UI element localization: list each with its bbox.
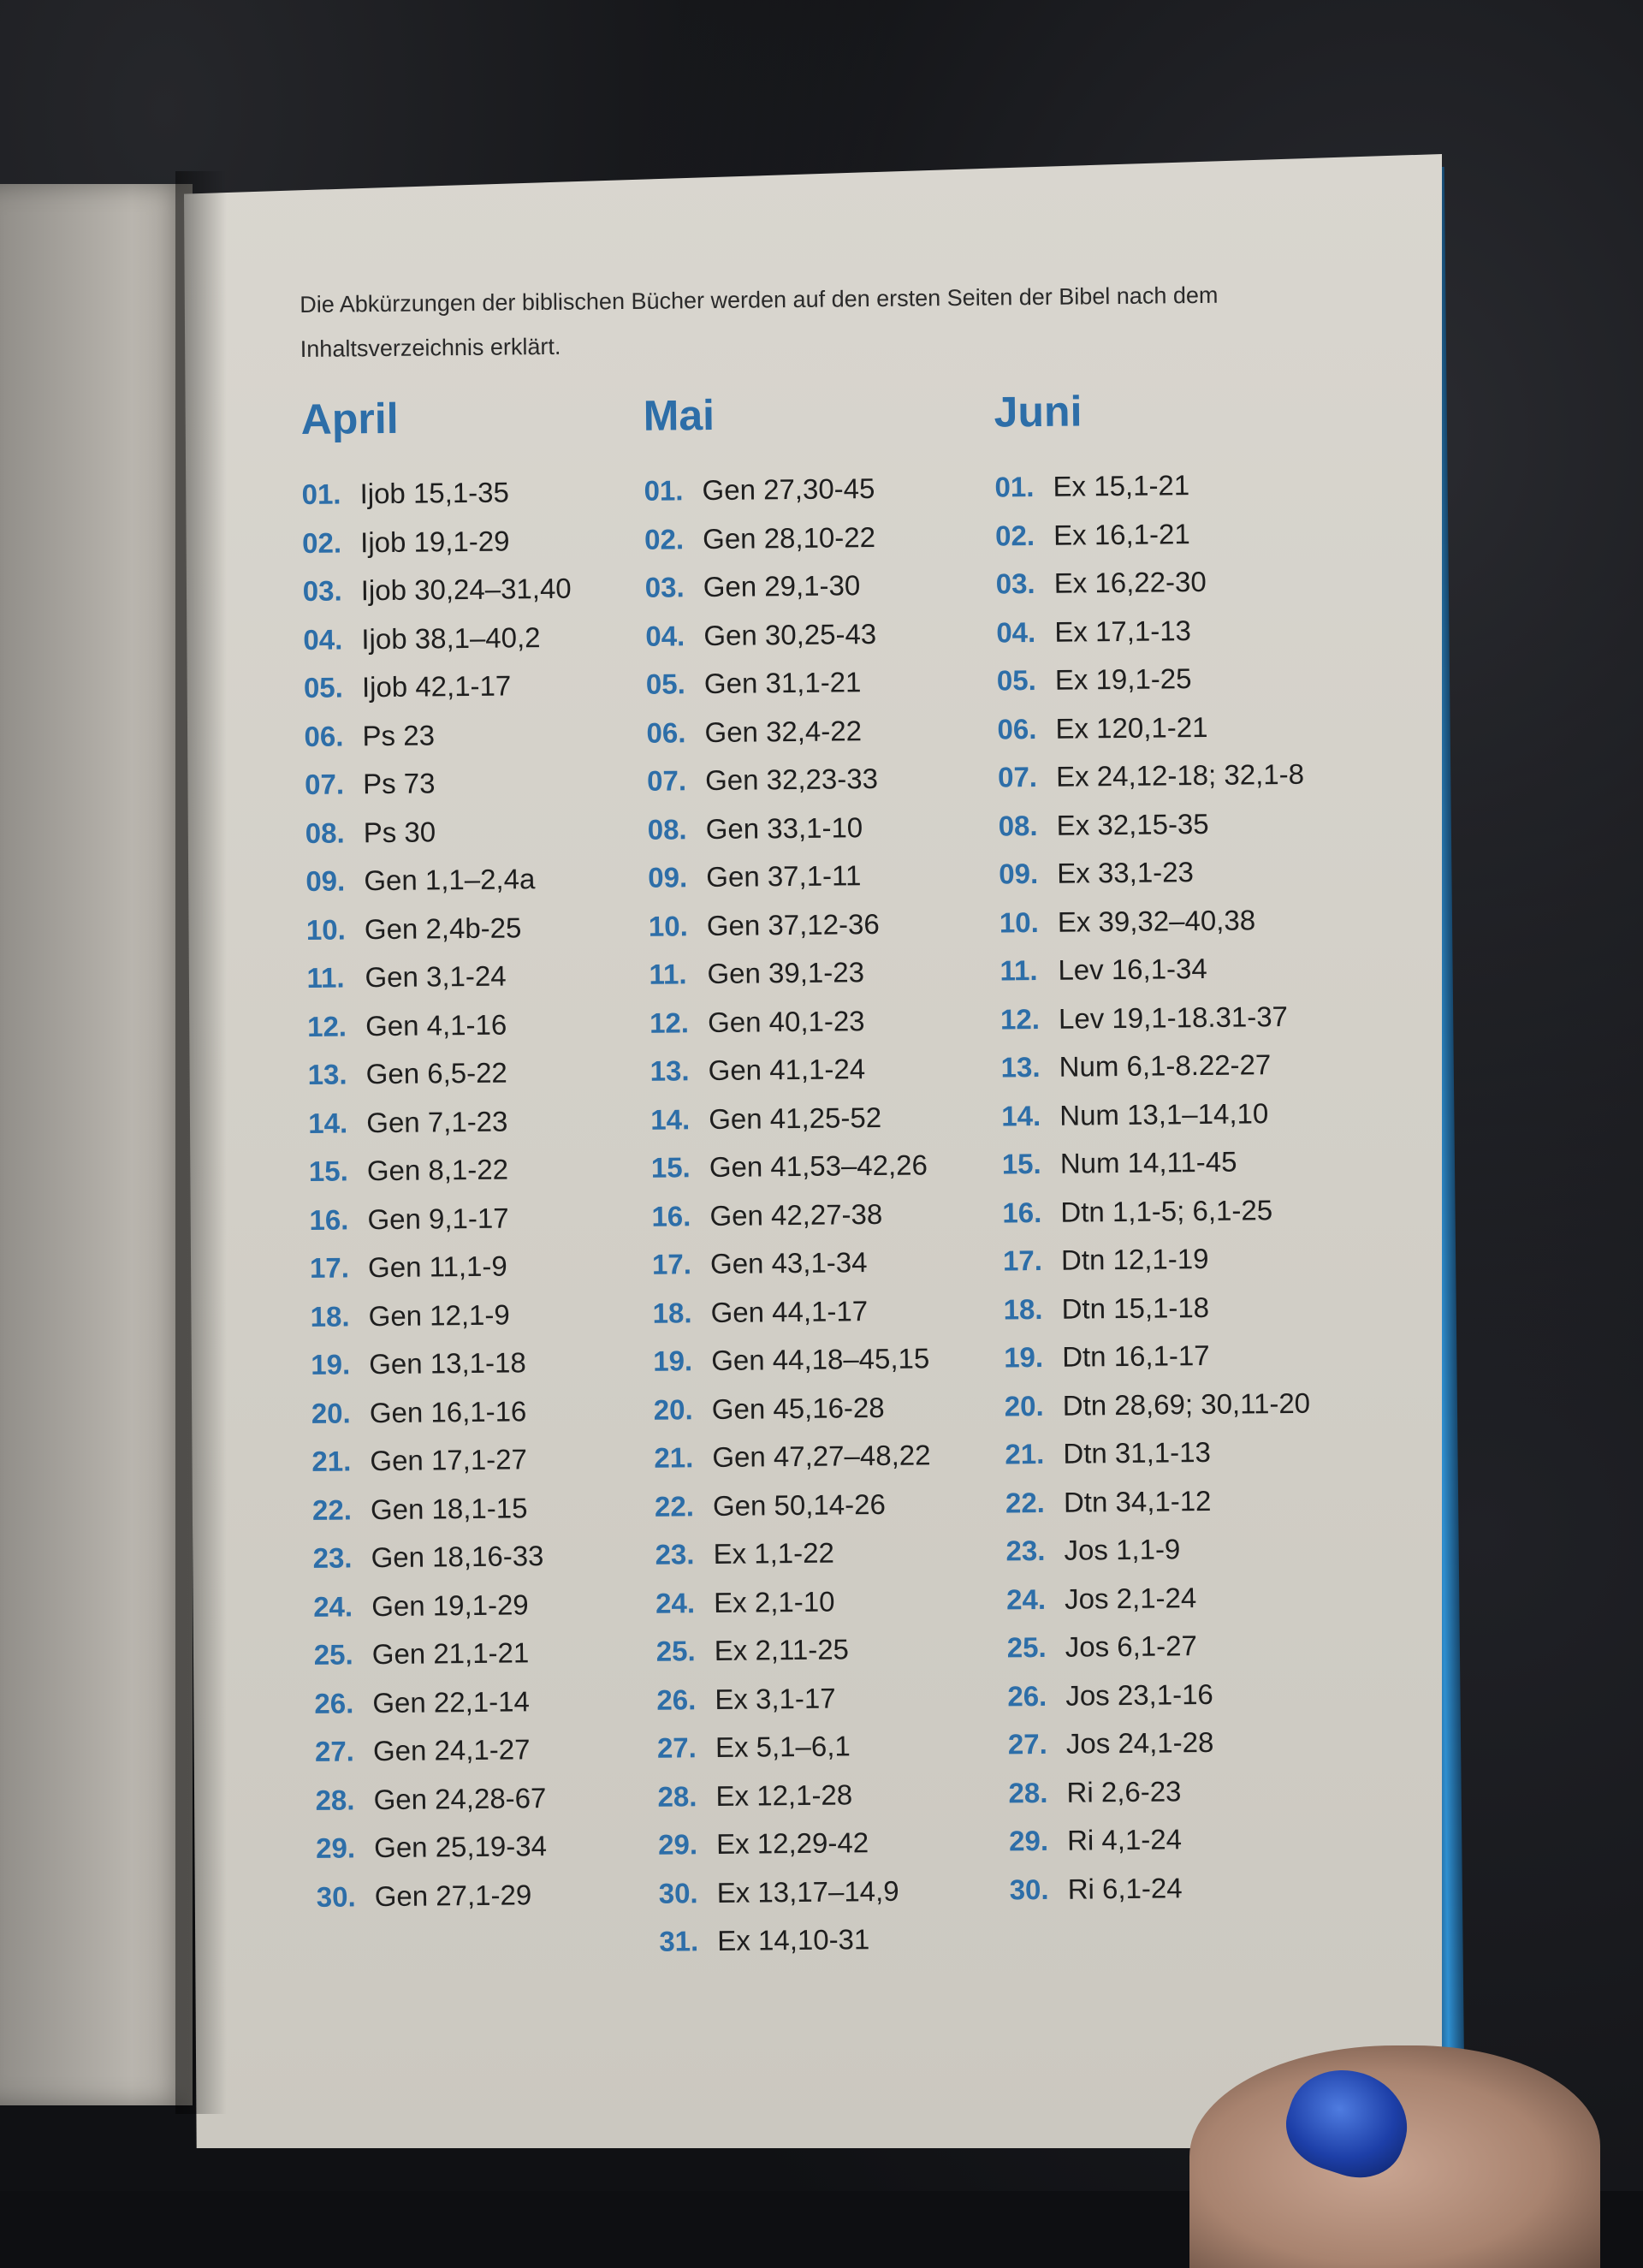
reading-row	[305, 854, 666, 906]
reading-row	[305, 757, 665, 810]
scripture-reference: Gen 29,1-30	[703, 569, 861, 603]
scripture-reference: Ex 16,22-30	[1053, 565, 1207, 599]
day-number: 21.	[654, 1441, 694, 1474]
scripture-reference: Ijob 42,1-17	[361, 669, 512, 704]
day-number: 03.	[995, 567, 1035, 600]
day-number: 24.	[313, 1589, 353, 1623]
reading-row	[644, 463, 1004, 515]
day-number: 07.	[997, 761, 1038, 793]
day-number: 26.	[1007, 1679, 1047, 1712]
scripture-reference: Num 6,1-8.22-27	[1059, 1048, 1272, 1083]
day-number: 21.	[311, 1445, 352, 1477]
day-number: 20.	[653, 1392, 693, 1426]
reading-row	[651, 1189, 1011, 1241]
scripture-reference: Ijob 30,24–31,40	[360, 572, 572, 607]
day-number: 18.	[1003, 1292, 1043, 1325]
day-number: 27.	[314, 1735, 355, 1767]
reading-row	[659, 1914, 1019, 1966]
scripture-reference: Jos 2,1-24	[1064, 1581, 1197, 1615]
reading-row	[1005, 1427, 1365, 1479]
reading-row	[315, 1725, 675, 1777]
reading-row	[302, 564, 662, 616]
day-number: 13.	[1000, 1050, 1041, 1084]
reading-row	[307, 999, 667, 1051]
scripture-reference: Gen 32,23-33	[704, 762, 879, 797]
scripture-reference: Dtn 31,1-13	[1063, 1435, 1212, 1469]
day-number: 14.	[308, 1106, 348, 1139]
scripture-reference: Ex 2,1-10	[713, 1585, 835, 1618]
scripture-reference: Gen 28,10-22	[702, 520, 876, 555]
day-number: 17.	[309, 1251, 350, 1284]
reading-row	[314, 1676, 674, 1728]
scripture-reference: Lev 19,1-18.31-37	[1058, 1000, 1289, 1035]
scripture-reference: Jos 1,1-9	[1064, 1533, 1181, 1566]
day-number: 13.	[307, 1058, 347, 1090]
scripture-reference: Ri 2,6-23	[1066, 1774, 1182, 1808]
reading-row	[316, 1821, 676, 1873]
scripture-reference: Gen 44,18–45,15	[711, 1342, 930, 1377]
reading-row	[1008, 1717, 1368, 1769]
scripture-reference: Num 14,11-45	[1059, 1145, 1237, 1179]
scripture-reference: Gen 3,1-24	[365, 959, 507, 994]
reading-row	[305, 805, 665, 858]
scripture-reference: Gen 11,1-9	[367, 1250, 507, 1284]
reading-row	[647, 802, 1007, 854]
month-column-juni	[994, 383, 1369, 1914]
day-number: 25.	[1006, 1630, 1047, 1664]
day-number: 05.	[303, 671, 344, 704]
reading-row	[312, 1482, 673, 1535]
reading-row	[316, 1869, 676, 1921]
scripture-reference: Ri 4,1-24	[1066, 1823, 1183, 1856]
scripture-reference: Gen 41,25-52	[709, 1101, 882, 1135]
reading-row	[999, 846, 1359, 899]
reading-row	[314, 1628, 674, 1680]
scripture-reference: Ri 6,1-24	[1067, 1871, 1183, 1905]
day-number: 28.	[1008, 1776, 1048, 1808]
day-number: 01.	[644, 474, 684, 507]
reading-row	[303, 612, 663, 664]
day-number: 19.	[311, 1348, 351, 1380]
reading-row	[649, 1043, 1010, 1095]
reading-row	[656, 1672, 1017, 1725]
scripture-reference: Dtn 1,1-5; 6,1-25	[1060, 1193, 1273, 1228]
scripture-reference: Gen 6,5-22	[365, 1056, 507, 1090]
reading-row	[653, 1333, 1013, 1386]
scripture-reference: Ijob 19,1-29	[359, 524, 510, 558]
reading-row	[652, 1285, 1012, 1338]
scripture-reference: Ps 30	[363, 815, 436, 848]
day-number: 03.	[302, 574, 342, 607]
reading-row	[311, 1386, 672, 1438]
scripture-reference: Gen 42,27-38	[709, 1197, 883, 1232]
day-number: 25.	[313, 1638, 353, 1671]
day-number: 31.	[659, 1925, 699, 1957]
day-number: 04.	[303, 622, 343, 656]
scripture-reference: Ex 32,15-35	[1056, 807, 1209, 841]
scripture-reference: Gen 37,12-36	[706, 907, 880, 941]
reading-row	[301, 467, 661, 520]
reading-row	[1003, 1282, 1363, 1334]
scripture-reference: Gen 41,53–42,26	[709, 1149, 928, 1184]
reading-row	[655, 1576, 1016, 1628]
day-number: 14.	[650, 1102, 691, 1136]
reading-row	[1004, 1330, 1364, 1382]
scripture-reference: Dtn 34,1-12	[1063, 1484, 1212, 1518]
day-number: 30.	[658, 1876, 698, 1909]
reading-row	[1006, 1620, 1367, 1672]
scripture-reference: Gen 19,1-29	[371, 1588, 529, 1622]
scripture-reference: Gen 30,25-43	[703, 617, 877, 651]
day-number: 04.	[645, 619, 685, 652]
reading-row	[307, 1048, 667, 1100]
reading-row	[1002, 1137, 1362, 1189]
reading-row	[647, 753, 1007, 805]
reading-row	[998, 799, 1358, 851]
scripture-reference: Num 13,1–14,10	[1059, 1096, 1269, 1131]
month-title: Juni	[994, 387, 1082, 436]
reading-row	[306, 902, 667, 954]
reading-row	[306, 951, 667, 1003]
day-number: 06.	[304, 719, 344, 752]
scripture-reference: Dtn 16,1-17	[1061, 1339, 1210, 1373]
reading-row	[998, 750, 1358, 802]
day-number: 14.	[1001, 1099, 1041, 1131]
scripture-reference: Gen 4,1-16	[365, 1008, 507, 1042]
scripture-reference: Ex 14,10-31	[717, 1923, 870, 1956]
scripture-reference: Gen 31,1-21	[703, 666, 862, 700]
day-number: 26.	[656, 1683, 697, 1716]
scripture-reference: Jos 6,1-27	[1065, 1630, 1198, 1663]
scripture-reference: Gen 24,28-67	[373, 1781, 547, 1815]
reading-row	[999, 895, 1360, 947]
scripture-reference: Dtn 12,1-19	[1060, 1242, 1209, 1276]
day-number: 24.	[1005, 1582, 1047, 1615]
day-number: 19.	[653, 1345, 693, 1377]
reading-row	[315, 1772, 675, 1825]
day-number: 05.	[645, 668, 686, 700]
reading-row	[309, 1192, 669, 1244]
reading-row	[654, 1382, 1014, 1434]
reading-row	[311, 1338, 671, 1390]
scripture-reference: Gen 17,1-27	[370, 1443, 528, 1477]
scripture-reference: Gen 32,4-22	[704, 714, 863, 748]
day-number: 21.	[1005, 1437, 1045, 1470]
reading-row	[999, 943, 1360, 995]
scripture-reference: Ex 1,1-22	[713, 1536, 835, 1570]
day-number: 06.	[646, 715, 686, 749]
reading-row	[652, 1237, 1012, 1289]
reading-row	[1009, 1814, 1369, 1866]
scripture-reference: Gen 39,1-23	[707, 956, 865, 990]
reading-row	[1000, 992, 1361, 1044]
day-number: 16.	[309, 1202, 349, 1236]
day-number: 08.	[998, 809, 1038, 841]
scripture-reference: Ex 33,1-23	[1057, 856, 1195, 889]
reading-row	[304, 661, 664, 713]
reading-row	[995, 508, 1355, 561]
scripture-reference: Gen 27,30-45	[702, 472, 875, 507]
day-number: 29.	[315, 1832, 356, 1864]
month-title: April	[300, 394, 399, 443]
day-number: 15.	[650, 1151, 691, 1184]
reading-row	[645, 609, 1005, 661]
scripture-reference: Gen 12,1-9	[368, 1297, 510, 1332]
scripture-reference: Ex 3,1-17	[715, 1682, 836, 1715]
reading-row	[1007, 1669, 1367, 1721]
scripture-reference: Gen 43,1-34	[709, 1246, 868, 1280]
reading-list	[994, 460, 1369, 1914]
scripture-reference: Gen 8,1-22	[366, 1153, 509, 1187]
day-number: 23.	[655, 1538, 695, 1570]
scripture-reference: Dtn 28,69; 30,11-20	[1062, 1386, 1311, 1422]
reading-row	[308, 1095, 668, 1148]
reading-row	[644, 560, 1005, 612]
reading-row	[310, 1241, 670, 1293]
reading-row	[655, 1527, 1015, 1579]
scripture-reference: Gen 37,1-11	[706, 859, 862, 894]
scripture-reference: Ex 24,12-18; 32,1-8	[1055, 757, 1305, 793]
day-number: 09.	[648, 861, 688, 894]
month-column-mai	[643, 386, 1018, 1966]
scripture-reference: Ex 2,11-25	[714, 1633, 850, 1667]
day-number: 23.	[312, 1541, 353, 1574]
left-book-page	[0, 184, 193, 2105]
day-number: 22.	[1005, 1486, 1046, 1518]
scripture-reference: Gen 47,27–48,22	[712, 1439, 931, 1474]
reading-row	[996, 605, 1356, 657]
day-number: 29.	[657, 1828, 698, 1861]
reading-row	[313, 1579, 673, 1631]
day-number: 16.	[651, 1199, 691, 1232]
day-number: 12.	[649, 1006, 690, 1039]
day-number: 13.	[649, 1054, 690, 1087]
scripture-reference: Ex 5,1–6,1	[715, 1730, 851, 1764]
reading-row	[997, 702, 1357, 754]
reading-row	[1002, 1185, 1362, 1238]
reading-row	[651, 1140, 1011, 1192]
day-number: 18.	[652, 1296, 692, 1329]
scripture-reference: Ex 17,1-13	[1054, 614, 1192, 648]
reading-row	[995, 556, 1355, 609]
day-number: 25.	[655, 1635, 696, 1667]
scripture-reference: Gen 9,1-17	[367, 1201, 509, 1235]
scripture-reference: Lev 16,1-34	[1058, 952, 1207, 986]
intro-note: Die Abkürzungen der biblischen Bücher werden auf den ersten Seiten der Bibel nach dem Inhaltsverzeichnis erklärt.	[300, 282, 1219, 362]
reading-row	[310, 1289, 670, 1341]
day-number: 07.	[646, 764, 687, 797]
day-number: 30.	[316, 1879, 356, 1913]
reading-row	[646, 705, 1006, 757]
reading-row	[649, 947, 1009, 999]
day-number: 15.	[1001, 1147, 1041, 1180]
day-number: 22.	[654, 1489, 695, 1523]
day-number: 09.	[305, 864, 346, 897]
scripture-reference: Ex 15,1-21	[1053, 469, 1190, 502]
reading-row	[657, 1720, 1017, 1772]
day-number: 04.	[996, 615, 1036, 648]
reading-row	[304, 709, 664, 761]
reading-row	[648, 850, 1008, 902]
reading-row	[1009, 1862, 1369, 1915]
day-number: 02.	[301, 526, 342, 559]
reading-row	[309, 1144, 669, 1196]
day-number: 08.	[305, 816, 345, 849]
day-number: 29.	[1008, 1824, 1049, 1857]
day-number: 11.	[306, 961, 345, 994]
scripture-reference: Gen 18,1-15	[370, 1491, 528, 1525]
scripture-reference: Jos 24,1-28	[1065, 1725, 1214, 1760]
reading-row	[644, 512, 1005, 564]
day-number: 30.	[1009, 1873, 1049, 1905]
day-number: 26.	[314, 1686, 354, 1719]
day-number: 08.	[647, 812, 687, 846]
reading-row	[655, 1624, 1016, 1676]
scripture-reference: Gen 1,1–2,4a	[364, 863, 536, 897]
scripture-reference: Ps 73	[362, 767, 436, 800]
day-number: 03.	[644, 571, 685, 603]
day-number: 22.	[311, 1493, 353, 1526]
day-number: 20.	[1004, 1389, 1044, 1422]
day-number: 12.	[306, 1009, 347, 1042]
scripture-reference: Ex 39,32–40,38	[1057, 903, 1256, 938]
scripture-reference: Ex 120,1-21	[1055, 710, 1208, 745]
day-number: 12.	[999, 1002, 1041, 1035]
scripture-reference: Gen 16,1-16	[369, 1394, 527, 1428]
reading-row	[650, 1092, 1011, 1144]
day-number: 15.	[308, 1155, 348, 1187]
reading-row	[312, 1531, 673, 1583]
day-number: 27.	[656, 1731, 697, 1764]
scripture-reference: Gen 44,1-17	[710, 1294, 869, 1328]
reading-row	[302, 515, 662, 567]
scripture-reference: Ijob 38,1–40,2	[361, 620, 541, 655]
scripture-reference: Gen 25,19-34	[373, 1830, 548, 1864]
reading-row	[997, 653, 1357, 705]
scripture-reference: Ex 13,17–14,9	[716, 1874, 899, 1909]
scripture-reference: Gen 45,16-28	[711, 1391, 885, 1425]
reading-row	[654, 1430, 1014, 1482]
reading-row	[1000, 1040, 1361, 1092]
scripture-reference: Gen 2,4b-25	[364, 911, 522, 945]
reading-row	[657, 1769, 1017, 1821]
scripture-reference: Gen 33,1-10	[705, 810, 863, 845]
scripture-reference: Gen 24,1-27	[372, 1733, 531, 1767]
day-number: 10.	[305, 912, 346, 946]
scripture-reference: Gen 22,1-14	[372, 1684, 531, 1719]
month-title: Mai	[643, 390, 715, 440]
reading-row	[1005, 1475, 1366, 1528]
reading-row	[649, 899, 1009, 951]
reading-row	[655, 1479, 1015, 1531]
day-number: 07.	[304, 768, 345, 800]
day-number: 10.	[999, 905, 1039, 938]
scripture-reference: Ex 19,1-25	[1054, 662, 1192, 696]
day-number: 27.	[1007, 1727, 1047, 1760]
scripture-reference: Gen 41,1-24	[708, 1053, 866, 1087]
scripture-reference: Ps 23	[362, 718, 436, 751]
reading-plan-page	[300, 271, 1387, 1986]
scripture-reference: Ex 12,1-28	[715, 1778, 853, 1812]
reading-row	[658, 1866, 1018, 1918]
day-number: 02.	[994, 519, 1035, 552]
scripture-reference: Jos 23,1-16	[1065, 1677, 1213, 1712]
day-number: 18.	[310, 1299, 350, 1333]
reading-row	[1005, 1379, 1365, 1431]
reading-row	[994, 460, 1355, 512]
day-number: 01.	[994, 471, 1035, 503]
scripture-reference: Gen 40,1-23	[707, 1004, 865, 1038]
day-number: 11.	[999, 954, 1038, 987]
day-number: 16.	[1002, 1196, 1042, 1228]
reading-row	[1006, 1572, 1367, 1624]
book-gutter-shadow	[175, 171, 227, 2114]
day-number: 09.	[999, 858, 1039, 890]
scripture-reference: Gen 50,14-26	[712, 1487, 887, 1522]
day-number: 20.	[311, 1396, 351, 1429]
reading-row	[649, 995, 1010, 1048]
day-number: 05.	[996, 664, 1036, 697]
reading-row	[1003, 1233, 1363, 1285]
reading-row	[658, 1817, 1018, 1869]
day-number: 01.	[301, 478, 341, 510]
month-column-april	[300, 390, 676, 1921]
reading-list	[644, 463, 1018, 1966]
day-number: 10.	[648, 909, 688, 942]
scripture-reference: Ex 12,29-42	[715, 1826, 869, 1860]
scripture-reference: Gen 7,1-23	[366, 1105, 508, 1138]
scripture-reference: Gen 13,1-18	[369, 1346, 526, 1380]
day-number: 17.	[1002, 1244, 1043, 1277]
day-number: 06.	[997, 712, 1037, 745]
day-number: 28.	[657, 1779, 697, 1813]
day-number: 23.	[1005, 1534, 1046, 1567]
reading-row	[1008, 1766, 1368, 1818]
scripture-reference: Gen 21,1-21	[371, 1636, 530, 1671]
scripture-reference: Ex 16,1-21	[1053, 517, 1190, 551]
reading-row	[1001, 1089, 1361, 1141]
day-number: 24.	[655, 1586, 696, 1619]
scripture-reference: Gen 27,1-29	[374, 1878, 532, 1912]
reading-list	[301, 467, 676, 1921]
day-number: 11.	[649, 958, 687, 990]
day-number: 28.	[315, 1783, 355, 1816]
reading-row	[1005, 1523, 1366, 1576]
day-number: 17.	[651, 1248, 692, 1280]
reading-row	[311, 1434, 672, 1487]
scripture-reference: Dtn 15,1-18	[1061, 1291, 1210, 1325]
day-number: 02.	[644, 522, 685, 555]
day-number: 19.	[1004, 1340, 1044, 1374]
reading-row	[646, 656, 1006, 709]
scripture-reference: Gen 18,16-33	[371, 1540, 544, 1574]
scripture-reference: Ijob 15,1-35	[359, 476, 510, 510]
